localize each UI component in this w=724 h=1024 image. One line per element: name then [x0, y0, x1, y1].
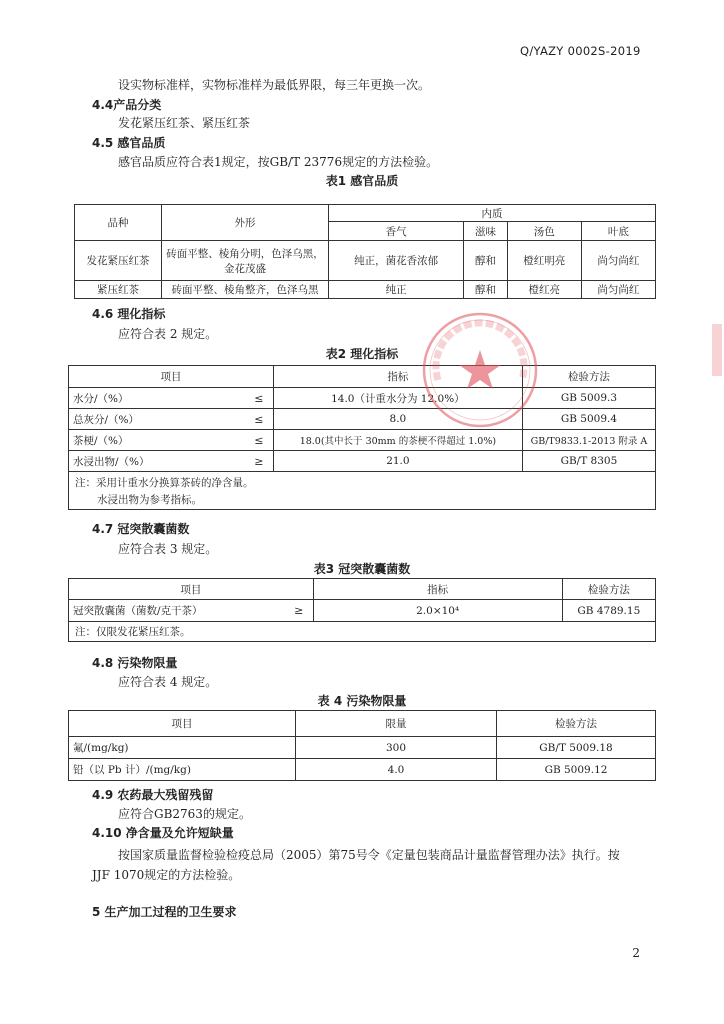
table-header: 外形 [162, 205, 329, 241]
table-cell: GB/T 5009.18 [497, 737, 656, 759]
section-heading-4-6: 4.6 理化指标 [92, 307, 166, 321]
body-line: 设实物标准样，实物标准样为最低界限，每三年更换一次。 [118, 78, 431, 92]
table-cell: 纯正 [329, 281, 464, 299]
table-cell: 铅（以 Pb 计）/(mg/kg) [69, 759, 296, 781]
table-row [69, 430, 656, 451]
body-line: 应符合GB2763的规定。 [118, 807, 251, 821]
body-line: 发花紧压红茶、紧压红茶 [118, 116, 251, 130]
table1-caption: 表1 感官品质 [325, 174, 399, 188]
table-header: 品种 [75, 205, 162, 241]
table-row [69, 388, 656, 409]
table-cell: ≥ [285, 600, 314, 622]
table-cell: 茶梗/（%） [69, 430, 245, 451]
table-header: 香气 [329, 222, 464, 241]
table-note-row [69, 622, 656, 642]
table-header: 汤色 [507, 222, 581, 241]
table-cell: 300 [296, 737, 497, 759]
table2-caption: 表2 理化指标 [325, 347, 399, 361]
table-cell: 纯正，菌花香浓郁 [329, 241, 464, 281]
body-line: JJF 1070规定的方法检验。 [92, 868, 241, 882]
body-line: 应符合表 2 规定。 [118, 327, 218, 341]
table-cell: 冠突散囊菌（菌数/克干茶） [69, 600, 285, 622]
section-heading-4-4: 4.4产品分类 [92, 98, 162, 112]
table-cell: 砖面平整、棱角分明，色泽乌黑，金花茂盛 [162, 241, 329, 281]
table-row [69, 451, 656, 472]
table-header: 指标 [313, 579, 562, 600]
section-heading-4-8: 4.8 污染物限量 [92, 656, 178, 670]
table-cell: 醇和 [464, 241, 508, 281]
table-cell: 发花紧压红茶 [75, 241, 162, 281]
table-header: 限量 [296, 711, 497, 737]
table-header: 内质 [329, 205, 656, 222]
table-note [69, 472, 656, 510]
section-heading-5: 5 生产加工过程的卫生要求 [92, 905, 237, 919]
table-cell: 4.0 [296, 759, 497, 781]
table-header: 项目 [69, 366, 274, 388]
table-header: 检验方法 [562, 579, 655, 600]
note-line: 水浸出物为参考指标。 [97, 493, 202, 506]
table-note-row [69, 472, 656, 510]
table4-caption: 表 4 污染物限量 [317, 694, 407, 708]
table-cell: 水浸出物/（%） [69, 451, 245, 472]
table-cell: 2.0×10⁴ [313, 600, 562, 622]
table-cell: ≥ [245, 451, 274, 472]
table-row [69, 600, 656, 622]
page-number: 2 [632, 946, 640, 960]
table-cell: 紧压红茶 [75, 281, 162, 299]
table-cell: 8.0 [273, 409, 522, 430]
body-line: 感官品质应符合表1规定，按GB/T 23776规定的方法检验。 [118, 155, 439, 169]
table-cell: 尚匀尚红 [581, 241, 655, 281]
table3-caption: 表3 冠突散囊菌数 [313, 562, 411, 576]
table-cell: ≤ [245, 388, 274, 409]
table-row [69, 409, 656, 430]
table-cell: 水分/（%） [69, 388, 245, 409]
note-line: 注：采用计重水分换算茶砖的净含量。 [75, 476, 254, 489]
table-header: 检验方法 [497, 711, 656, 737]
table-cell: GB 4789.15 [562, 600, 655, 622]
table-cell: ≤ [245, 430, 274, 451]
table-cell: GB/T 8305 [522, 451, 655, 472]
body-line: 应符合表 3 规定。 [118, 542, 218, 556]
table-row [75, 241, 656, 281]
seal-edge-mark [710, 320, 724, 380]
table-header: 滋味 [464, 222, 508, 241]
body-line: 应符合表 4 规定。 [118, 675, 218, 689]
table-cell: 氟/(mg/kg) [69, 737, 296, 759]
table-eurotium-count [68, 578, 656, 642]
table-cell: GB 5009.12 [497, 759, 656, 781]
section-heading-4-7: 4.7 冠突散囊菌数 [92, 522, 190, 536]
table-cell: 14.0（计重水分为 12.0%） [273, 388, 522, 409]
document-code: Q/YAZY 0002S-2019 [520, 44, 641, 58]
table-sensory-quality [74, 204, 656, 299]
table-cell: 总灰分/（%） [69, 409, 245, 430]
table-contaminant-limits [68, 710, 656, 781]
table-cell: 醇和 [464, 281, 508, 299]
table-row [75, 281, 656, 299]
table-cell: GB/T9833.1-2013 附录 A [522, 430, 655, 451]
section-heading-4-5: 4.5 感官品质 [92, 136, 166, 150]
table-cell: 尚匀尚红 [581, 281, 655, 299]
section-heading-4-10: 4.10 净含量及允许短缺量 [92, 826, 234, 840]
table-header: 检验方法 [522, 366, 655, 388]
table-cell: ≤ [245, 409, 274, 430]
table-cell: 橙红明亮 [507, 241, 581, 281]
table-header: 项目 [69, 711, 296, 737]
table-header: 项目 [69, 579, 314, 600]
table-cell: 砖面平整、棱角整齐，色泽乌黑 [162, 281, 329, 299]
table-note: 注：仅限发花紧压红茶。 [69, 622, 656, 642]
table-cell: GB 5009.4 [522, 409, 655, 430]
table-header: 叶底 [581, 222, 655, 241]
table-physicochemical [68, 365, 656, 510]
section-heading-4-9: 4.9 农药最大残留残留 [92, 788, 214, 802]
body-line: 按国家质量监督检验检疫总局（2005）第75号令《定量包装商品计量监督管理办法》执行。按 [118, 848, 620, 862]
table-cell: 21.0 [273, 451, 522, 472]
table-cell: GB 5009.3 [522, 388, 655, 409]
table-cell: 18.0(其中长于 30mm 的茶梗不得超过 1.0%) [273, 430, 522, 451]
table-row [69, 737, 656, 759]
table-cell: 橙红亮 [507, 281, 581, 299]
table-row [69, 759, 656, 781]
table-header: 指标 [273, 366, 522, 388]
